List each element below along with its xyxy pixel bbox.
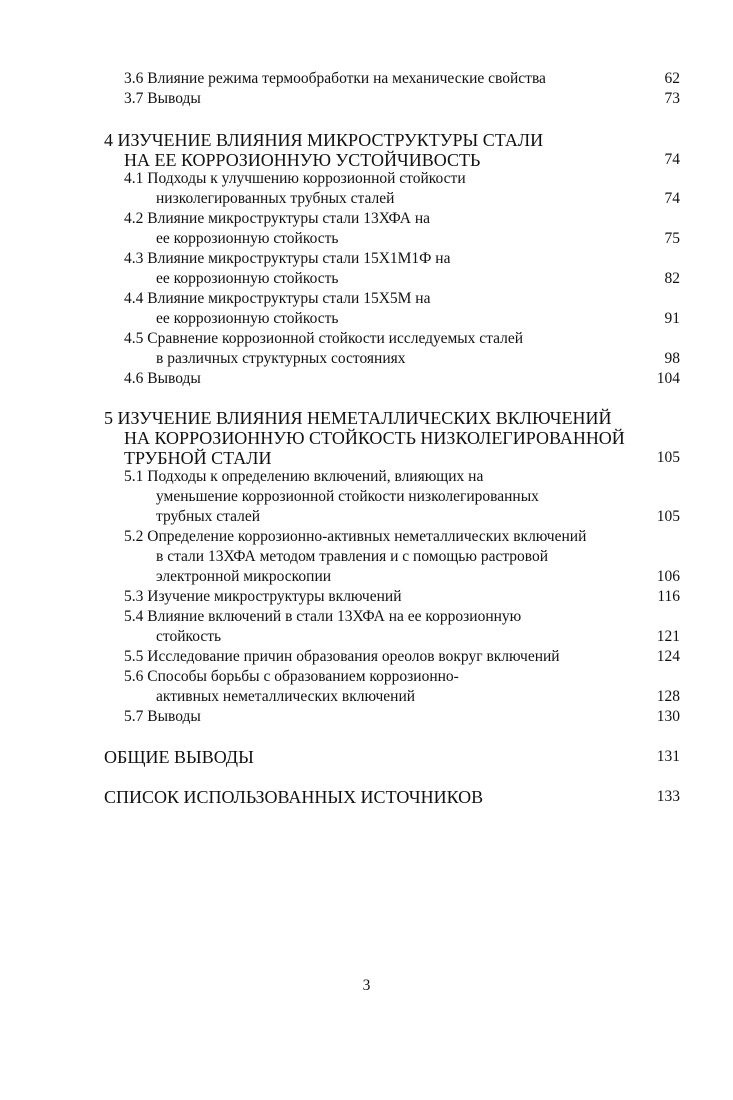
toc-entry-5-2: 5.2 Определение коррозионно-активных неметаллических включений (124, 528, 587, 545)
toc-entry-4-3-cont: ее коррозионную стойкость (156, 270, 339, 287)
toc-general-conclusions: ОБЩИЕ ВЫВОДЫ (104, 747, 254, 767)
toc-entry-4-3: 4.3 Влияние микроструктуры стали 15Х1М1Ф на (124, 250, 451, 267)
toc-page-number: 130 (656, 708, 680, 725)
toc-chapter-5-title-cont: НА КОРРОЗИОННУЮ СТОЙКОСТЬ НИЗКОЛЕГИРОВАННОЙ (124, 428, 625, 448)
toc-references: СПИСОК ИСПОЛЬЗОВАННЫХ ИСТОЧНИКОВ (104, 787, 484, 807)
toc-page-number: 106 (656, 568, 680, 585)
toc-entry-5-4: 5.4 Влияние включений в стали 13ХФА на ее коррозионную (124, 608, 522, 625)
toc-entry-5-4-cont: стойкость (156, 628, 222, 645)
toc-entry-5-1-cont2: трубных сталей (156, 508, 261, 525)
toc-entry-3-7: 3.7 Выводы (124, 90, 201, 107)
toc-page-number: 91 (664, 310, 680, 327)
toc-page-number: 73 (664, 90, 680, 107)
toc-entry-4-4: 4.4 Влияние микроструктуры стали 15Х5М на (124, 290, 431, 307)
toc-entry-5-7: 5.7 Выводы (124, 708, 201, 725)
toc-entry-4-1: 4.1 Подходы к улучшению коррозионной стойкости (124, 170, 466, 187)
toc-entry-3-6: 3.6 Влияние режима термообработки на механические свойства (124, 70, 546, 87)
page-number: 3 (362, 977, 371, 994)
toc-page-number: 104 (656, 370, 680, 387)
toc-chapter-4-title-cont: НА ЕЕ КОРРОЗИОННУЮ УСТОЙЧИВОСТЬ (124, 150, 481, 170)
toc-page-number: 62 (664, 70, 680, 87)
toc-entry-5-2-cont2: электронной микроскопии (156, 568, 332, 585)
toc-page-number: 133 (656, 788, 680, 805)
toc-entry-5-1-cont: уменьшение коррозионной стойкости низколегированных (156, 488, 539, 505)
toc-entry-4-2-cont: ее коррозионную стойкость (156, 230, 339, 247)
toc-page-number: 82 (664, 270, 680, 287)
toc-chapter-5-title: 5 ИЗУЧЕНИЕ ВЛИЯНИЯ НЕМЕТАЛЛИЧЕСКИХ ВКЛЮЧЕНИЙ (104, 408, 612, 428)
toc-page-number: 74 (664, 190, 680, 207)
toc-entry-4-5: 4.5 Сравнение коррозионной стойкости исследуемых сталей (124, 330, 524, 347)
toc-page-number: 128 (656, 688, 680, 705)
toc-chapter-5-title-cont2: ТРУБНОЙ СТАЛИ (124, 448, 272, 468)
toc-page-number: 121 (656, 628, 680, 645)
toc-entry-5-6-cont: активных неметаллических включений (156, 688, 416, 705)
toc-page-number: 131 (656, 748, 680, 765)
toc-entry-5-3: 5.3 Изучение микроструктуры включений (124, 588, 402, 605)
toc-page-number: 105 (656, 508, 680, 525)
toc-entry-5-6: 5.6 Способы борьбы с образованием коррозионно- (124, 668, 459, 685)
toc-page-number: 116 (657, 588, 680, 605)
toc-entry-4-4-cont: ее коррозионную стойкость (156, 310, 339, 327)
toc-entry-4-6: 4.6 Выводы (124, 370, 201, 387)
toc-entry-4-5-cont: в различных структурных состояниях (156, 350, 406, 367)
toc-entry-5-1: 5.1 Подходы к определению включений, влияющих на (124, 468, 484, 485)
toc-entry-4-2: 4.2 Влияние микроструктуры стали 13ХФА на (124, 210, 431, 227)
toc-page-number: 74 (664, 151, 680, 168)
toc-page-number: 75 (664, 230, 680, 247)
toc-entry-5-5: 5.5 Исследование причин образования ореолов вокруг включений (124, 648, 560, 665)
toc-page-number: 98 (664, 350, 680, 367)
toc-page-number: 105 (656, 449, 680, 466)
toc-entry-5-2-cont: в стали 13ХФА методом травления и с помощью растровой (156, 548, 549, 565)
toc-page-number: 124 (656, 648, 680, 665)
toc-entry-4-1-cont: низколегированных трубных сталей (156, 190, 395, 207)
toc-chapter-4-title: 4 ИЗУЧЕНИЕ ВЛИЯНИЯ МИКРОСТРУКТУРЫ СТАЛИ (104, 130, 544, 150)
